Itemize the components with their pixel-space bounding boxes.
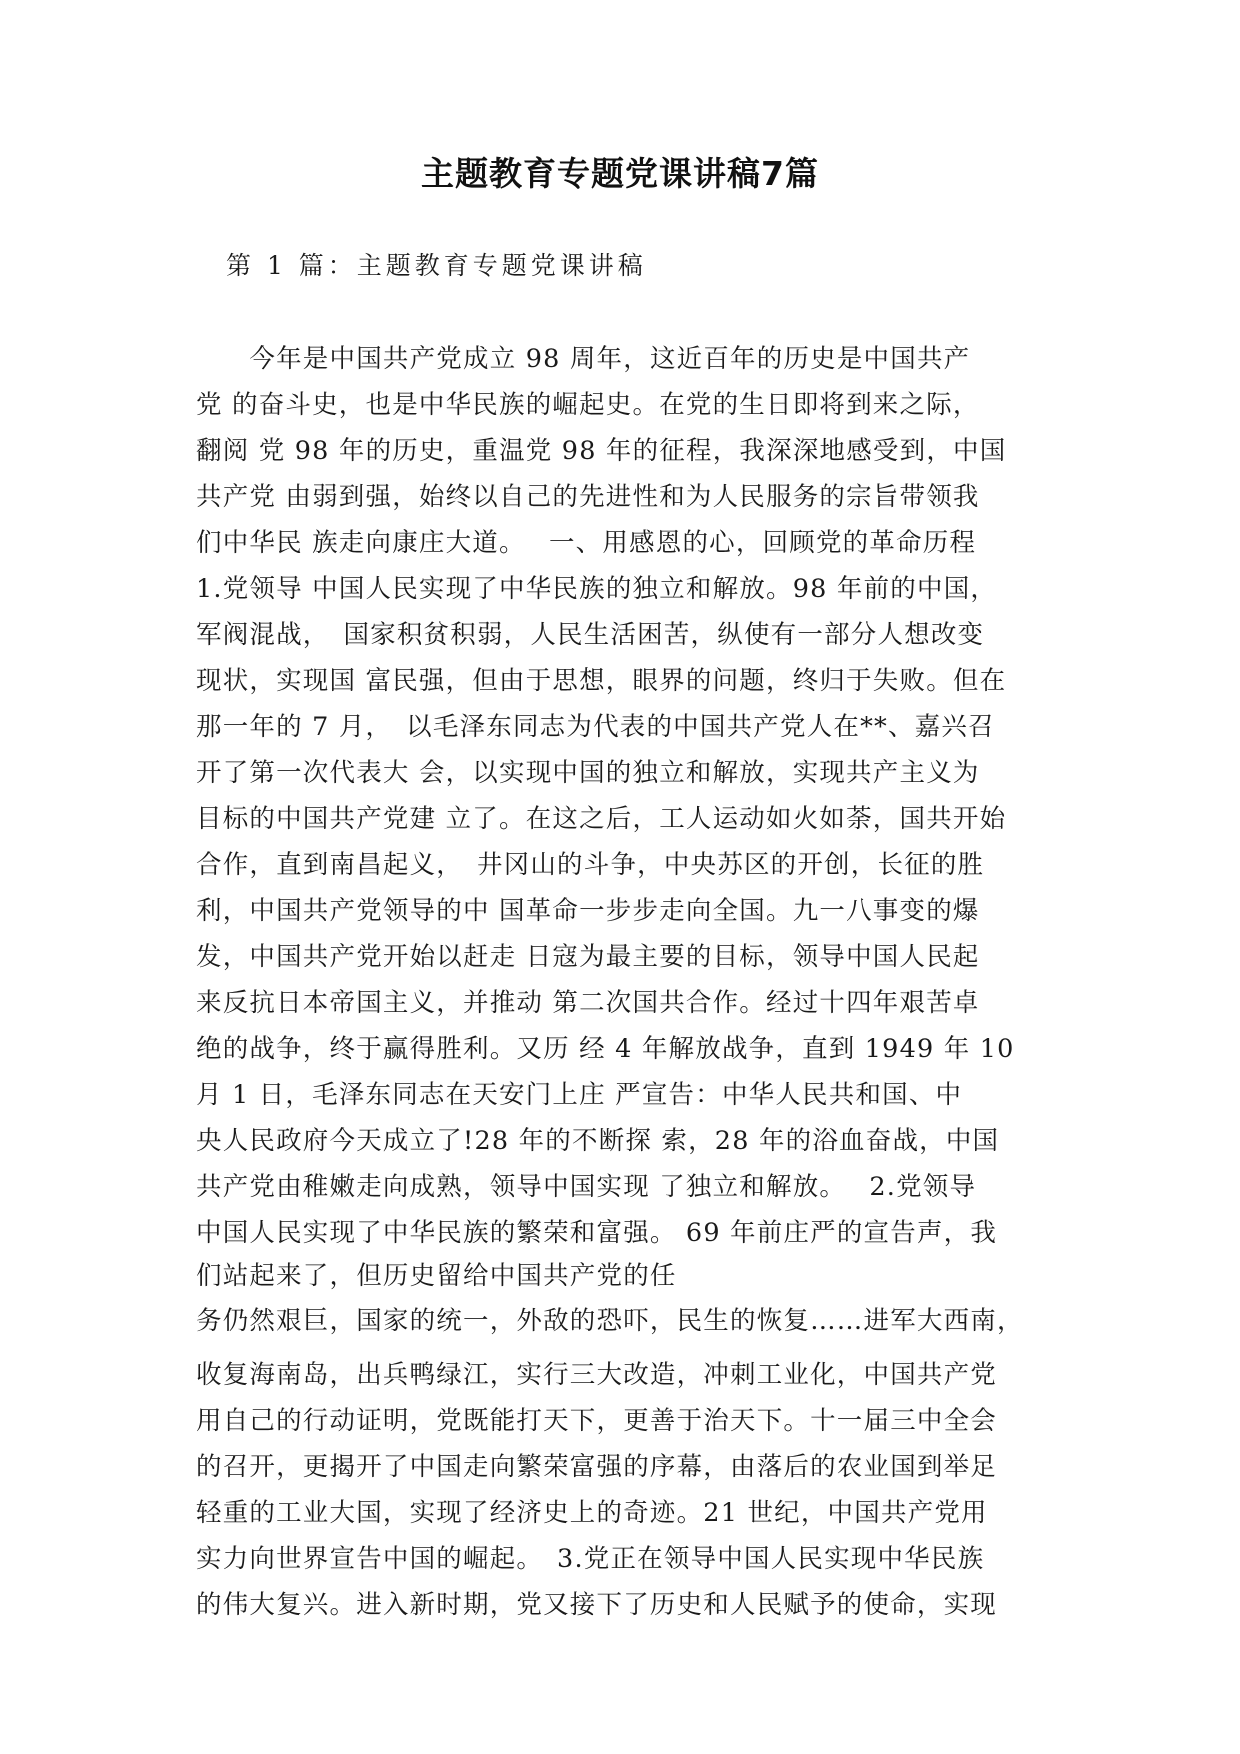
text-line: 军阀混战， 国家积贫积弱，人民生活困苦，纵使有一部分人想改变 xyxy=(196,620,985,650)
text-line: 来反抗日本帝国主义，并推动 第二次国共合作。经过十四年艰苦卓 xyxy=(196,988,980,1018)
text-line: 发，中国共产党开始以赶走 日寇为最主要的目标，领导中国人民起 xyxy=(196,942,980,972)
text-line: 实力向世界宣告中国的崛起。 3.党正在领导中国人民实现中华民族 xyxy=(196,1544,985,1574)
text-line: 央人民政府今天成立了!28 年的不断探 索，28 年的浴血奋战，中国 xyxy=(196,1126,1000,1156)
text-line: 收复海南岛，出兵鸭绿江，实行三大改造，冲刺工业化，中国共产党 xyxy=(196,1360,998,1390)
text-line: 翻阅 党 98 年的历史，重温党 98 年的征程，我深深地感受到，中国 xyxy=(196,436,1007,466)
text-line: 利，中国共产党领导的中 国革命一步步走向全国。九一八事变的爆 xyxy=(196,896,980,926)
text-line: 绝的战争，终于赢得胜利。又历 经 4 年解放战争，直到 1949 年 10 xyxy=(196,1034,1015,1064)
text-line: 党 的奋斗史，也是中华民族的崛起史。在党的生日即将到来之际， xyxy=(196,390,980,420)
text-line: 那一年的 7 月， 以毛泽东同志为代表的中国共产党人在**、嘉兴召 xyxy=(196,712,995,742)
text-line: 现状，实现国 富民强，但由于思想，眼界的问题，终归于失败。但在 xyxy=(196,666,1007,696)
text-line: 共产党由稚嫩走向成熟，领导中国实现 了独立和解放。 2.党领导 xyxy=(196,1172,977,1202)
text-line: 1.党领导 中国人民实现了中华民族的独立和解放。98 年前的中国， xyxy=(196,574,998,604)
text-line: 务仍然艰巨，国家的统一，外敌的恐吓，民生的恢复……进军大西南， xyxy=(196,1306,1024,1336)
text-line: 今年是中国共产党成立 98 周年，这近百年的历史是中国共产 xyxy=(196,344,971,374)
text-line: 目标的中国共产党建 立了。在这之后，工人运动如火如荼，国共开始 xyxy=(196,804,1007,834)
body-text xyxy=(196,336,1076,1628)
text-line: 月 1 日，毛泽东同志在天安门上庄 严宣告：中华人民共和国、中 xyxy=(196,1080,963,1110)
text-line: 开了第一次代表大 会，以实现中国的独立和解放，实现共产主义为 xyxy=(196,758,980,788)
text-line: 用自己的行动证明，党既能打天下，更善于治天下。十一届三中全会 xyxy=(196,1406,998,1436)
text-line: 轻重的工业大国，实现了经济史上的奇迹。21 世纪，中国共产党用 xyxy=(196,1498,988,1528)
text-line: 共产党 由弱到强，始终以自己的先进性和为人民服务的宗旨带领我 xyxy=(196,482,980,512)
text-line: 的召开，更揭开了中国走向繁荣富强的序幕，由落后的农业国到举足 xyxy=(196,1452,998,1482)
text-line: 合作，直到南昌起义， 井冈山的斗争，中央苏区的开创，长征的胜 xyxy=(196,850,985,880)
document-title: 主题教育专题党课讲稿7篇 xyxy=(421,154,819,193)
text-line: 们中华民 族走向康庄大道。 一、用感恩的心，回顾党的革命历程 xyxy=(196,528,977,558)
text-line: 的伟大复兴。进入新时期，党又接下了历史和人民赋予的使命，实现 xyxy=(196,1590,998,1620)
text-line: 们站起来了，但历史留给中国共产党的任 xyxy=(196,1261,677,1291)
text-line: 中国人民实现了中华民族的繁荣和富强。 69 年前庄严的宣告声，我 xyxy=(196,1218,998,1248)
section-heading: 第 1 篇：主题教育专题党课讲稿 xyxy=(226,251,647,280)
